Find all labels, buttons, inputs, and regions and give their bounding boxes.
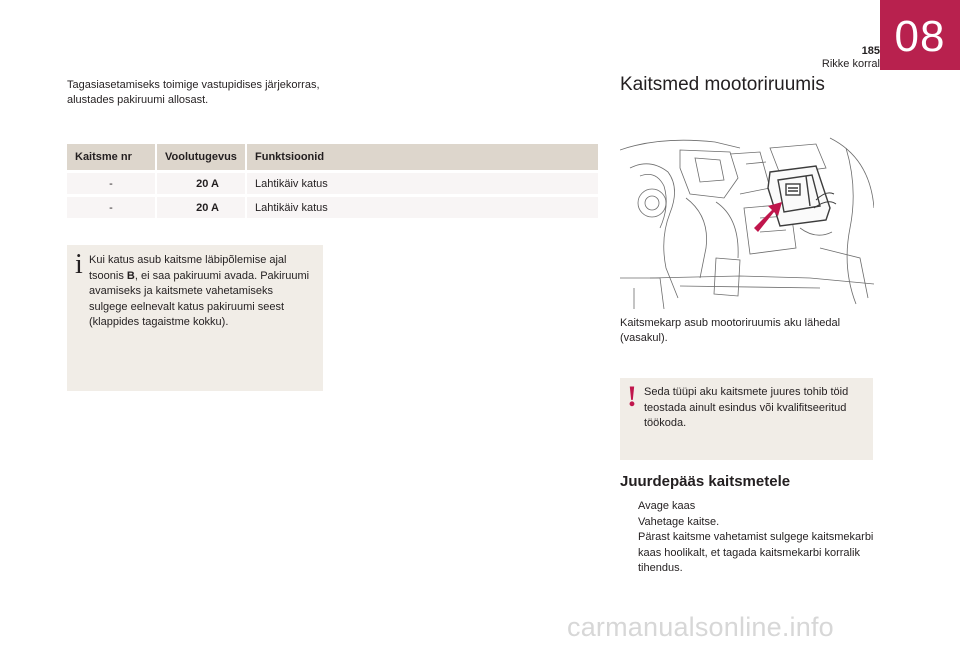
- running-head: Rikke korral: [821, 58, 880, 70]
- table-cell-amperage: 20 A: [157, 194, 247, 218]
- steps-list: [620, 499, 874, 577]
- engine-compartment-illustration: [620, 128, 874, 309]
- subsection-title: Juurdepääs kaitsmetele: [620, 473, 791, 490]
- watermark: carmanualsonline.info: [567, 612, 834, 642]
- chapter-tab: 08: [880, 0, 960, 70]
- table-row: [67, 170, 598, 194]
- warning-note: [620, 378, 873, 460]
- table-header-functions: Funktsioonid: [247, 144, 598, 170]
- table-cell-function: Lahtikäiv katus: [247, 170, 598, 194]
- table-header-amperage: Voolutugevus: [157, 144, 247, 170]
- table-cell-amperage: 20 A: [157, 170, 247, 194]
- info-note-text: Kui katus asub kaitsme läbipõlemise ajal tsoonis B, ei saa pakiruumi avada. Pakiruumi avamiseks ja kaitsmete vahetamiseks sulgege eelnevalt katus pakiruumi seest (klappides tagaistme kokku).: [89, 254, 310, 328]
- fuse-table: [67, 144, 598, 218]
- warning-note-text: Seda tüüpi aku kaitsmete juures tohib töid teostada ainult esindus või kvalifitseeritud töökoda.: [644, 386, 849, 429]
- list-item: Avage kaas: [638, 500, 696, 512]
- illustration-caption: Kaitsmekarp asub mootoriruumis aku lähedal (vasakul).: [620, 317, 841, 344]
- table-cell-fuse-number: -: [67, 194, 157, 218]
- table-cell-fuse-number: -: [67, 170, 157, 194]
- info-icon: i: [75, 249, 83, 280]
- page-number: 185: [861, 45, 880, 57]
- intro-text: Tagasiasetamiseks toimige vastupidises järjekorras, alustades pakiruumi allosast.: [67, 79, 320, 106]
- table-row: [67, 194, 598, 218]
- info-note: [67, 245, 323, 391]
- list-item: Pärast kaitsme vahetamist sulgege kaitsmekarbi kaas hoolikalt, et tagada kaitsmekarbi korralik tihendus.: [638, 531, 874, 574]
- table-header-fuse-number: Kaitsme nr: [67, 144, 157, 170]
- list-item: Vahetage kaitse.: [638, 515, 720, 528]
- table-cell-function: Lahtikäiv katus: [247, 194, 598, 218]
- table-header-row: [67, 144, 598, 170]
- warning-icon: !: [627, 380, 637, 413]
- section-title: Kaitsmed mootoriruumis: [620, 74, 825, 95]
